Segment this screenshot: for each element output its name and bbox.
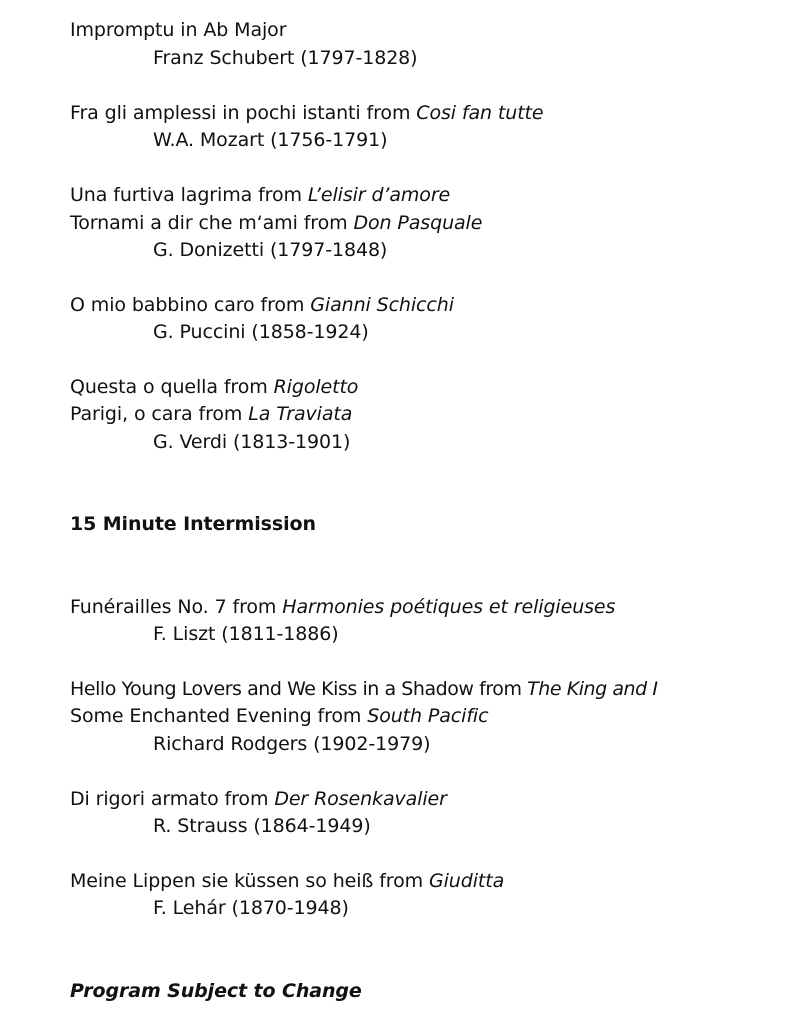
composer-credit: Franz Schubert (1797-1828) bbox=[153, 47, 418, 69]
piece-title bbox=[70, 402, 352, 426]
piece-title bbox=[70, 183, 450, 207]
intermission-heading: 15 Minute Intermission bbox=[70, 513, 316, 535]
composer-credit: Richard Rodgers (1902-1979) bbox=[153, 733, 431, 755]
work-title: The King and I bbox=[527, 678, 658, 700]
composer-credit: G. Puccini (1858-1924) bbox=[153, 321, 369, 343]
from-word: from bbox=[297, 212, 354, 234]
work-title: Der Rosenkavalier bbox=[274, 788, 447, 810]
composer-credit: F. Liszt (1811-1886) bbox=[153, 623, 339, 645]
piece-name: Impromptu in Ab Major bbox=[70, 19, 287, 41]
work-title: Giuditta bbox=[428, 870, 505, 892]
work-title: L’elisir d’amore bbox=[307, 184, 451, 206]
from-word: from bbox=[254, 294, 311, 316]
from-word: from bbox=[218, 788, 275, 810]
piece-title bbox=[70, 375, 358, 399]
work-title: Rigoletto bbox=[273, 376, 359, 398]
from-word: from bbox=[373, 870, 429, 892]
work-title: Gianni Schicchi bbox=[310, 294, 454, 316]
from-word: from bbox=[252, 184, 308, 206]
from-word: from bbox=[311, 705, 368, 727]
piece-name: Una furtiva lagrima bbox=[70, 184, 253, 206]
piece-name: Fra gli amplessi in pochi istanti bbox=[70, 102, 361, 124]
piece-title bbox=[70, 595, 615, 619]
piece-title bbox=[70, 677, 658, 701]
piece-title bbox=[70, 18, 286, 42]
work-title: Cosi fan tutte bbox=[416, 102, 544, 124]
piece-title bbox=[70, 211, 482, 235]
piece-title bbox=[70, 704, 488, 728]
piece-name: Meine Lippen sie küssen so heiß bbox=[70, 870, 374, 892]
composer-credit: W.A. Mozart (1756-1791) bbox=[153, 129, 388, 151]
piece-title bbox=[70, 101, 544, 125]
composer-credit: R. Strauss (1864-1949) bbox=[153, 815, 371, 837]
composer-credit: G. Verdi (1813-1901) bbox=[153, 431, 351, 453]
program-footer-note: Program Subject to Change bbox=[70, 980, 362, 1002]
composer-credit: G. Donizetti (1797-1848) bbox=[153, 239, 388, 261]
composer-credit: F. Lehár (1870-1948) bbox=[153, 897, 349, 919]
work-title: Don Pasquale bbox=[353, 212, 483, 234]
work-title: South Pacific bbox=[367, 705, 489, 727]
piece-name: Funérailles No. 7 bbox=[70, 596, 227, 618]
from-word: from bbox=[226, 596, 283, 618]
piece-name: Tornami a dir che m‘ami bbox=[70, 212, 298, 234]
from-word: from bbox=[217, 376, 274, 398]
from-word: from bbox=[360, 102, 417, 124]
piece-name: Di rigori armato bbox=[70, 788, 219, 810]
work-title: Harmonies poétiques et religieuses bbox=[282, 596, 616, 618]
from-word: from bbox=[473, 678, 528, 700]
piece-title bbox=[70, 787, 447, 811]
piece-name: Questa o quella bbox=[70, 376, 218, 398]
piece-title bbox=[70, 293, 454, 317]
piece-name: Hello Young Lovers and We Kiss in a Shadow bbox=[70, 678, 474, 700]
piece-name: O mio babbino caro bbox=[70, 294, 255, 316]
piece-title bbox=[70, 869, 504, 893]
from-word: from bbox=[192, 403, 249, 425]
piece-name: Parigi, o cara bbox=[70, 403, 193, 425]
work-title: La Traviata bbox=[248, 403, 353, 425]
piece-name: Some Enchanted Evening bbox=[70, 705, 312, 727]
